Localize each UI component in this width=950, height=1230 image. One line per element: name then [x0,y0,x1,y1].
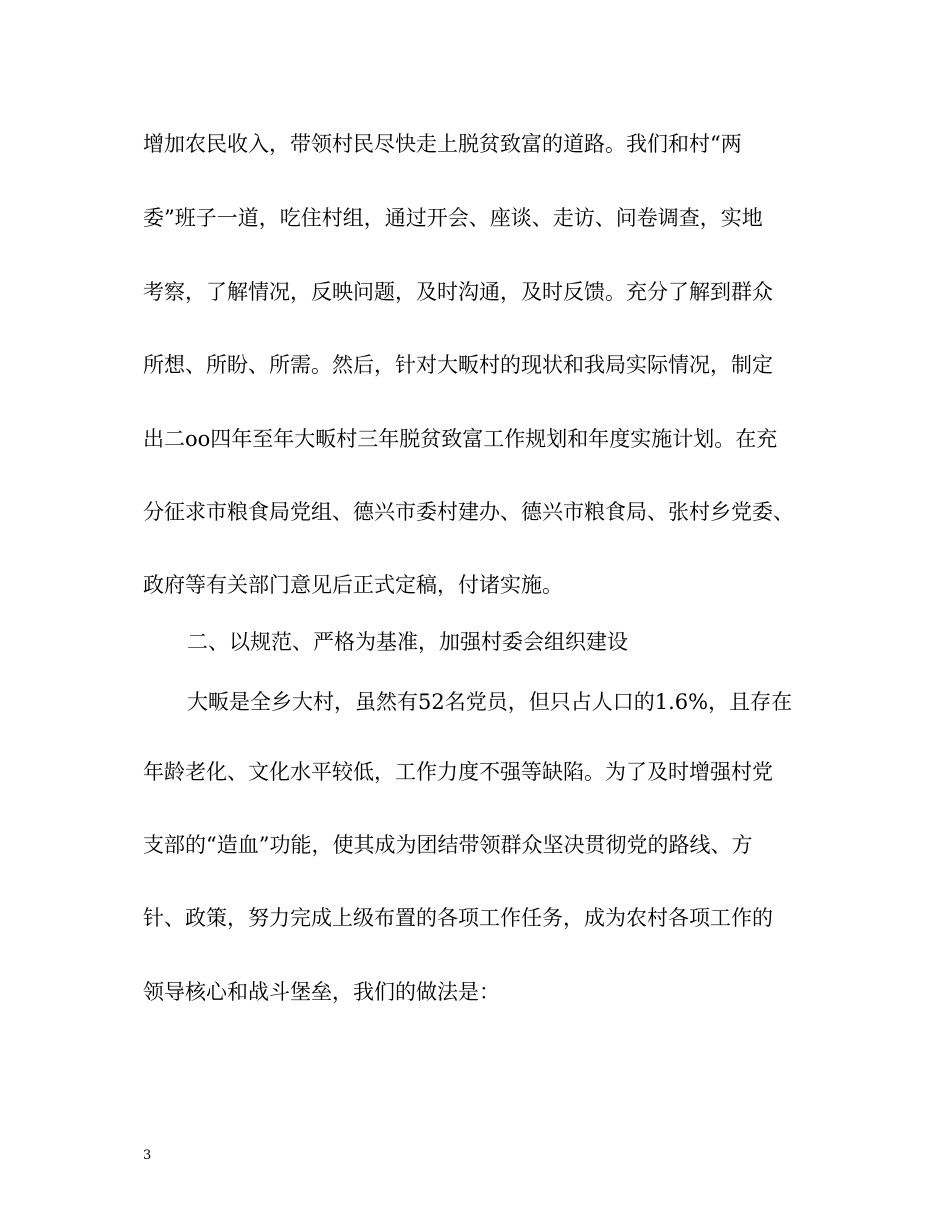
page-number: 3 [143,1148,152,1163]
text-line: 领导核心和战斗堡垒，我们的做法是： [143,980,500,1004]
text-line: 所想、所盼、所需。然后，针对大畈村的现状和我局实际情况，制定 [143,353,773,377]
text-line: 考察，了解情况，反映问题，及时沟通，及时反馈。充分了解到群众 [143,280,773,304]
section-heading: 二、以规范、严格为基准，加强村委会组织建设 [187,630,628,654]
text-line: 委”班子一道，吃住村组，通过开会、座谈、走访、问卷调查，实地 [143,206,763,230]
text-line: 增加农民收入，带领村民尽快走上脱贫致富的道路。我们和村“两 [143,132,742,156]
text-line: 出二oo四年至年大畈村三年脱贫致富工作规划和年度实施计划。在充 [143,427,778,451]
text-line: 支部的“造血”功能，使其成为团结带领群众坚决贯彻党的路线、方 [143,833,753,857]
text-line: 年龄老化、文化水平较低，工作力度不强等缺陷。为了及时增强村党 [143,760,773,784]
paragraph-first-line: 大畈是全乡大村，虽然有52名党员，但只占人口的1.6%，且存在 [187,690,793,714]
text-line: 针、政策，努力完成上级布置的各项工作任务，成为农村各项工作的 [143,906,773,930]
text-line: 政府等有关部门意见后正式定稿，付诸实施。 [143,573,563,597]
text-line: 分征求市粮食局党组、德兴市委村建办、德兴市粮食局、张村乡党委、 [143,500,794,524]
